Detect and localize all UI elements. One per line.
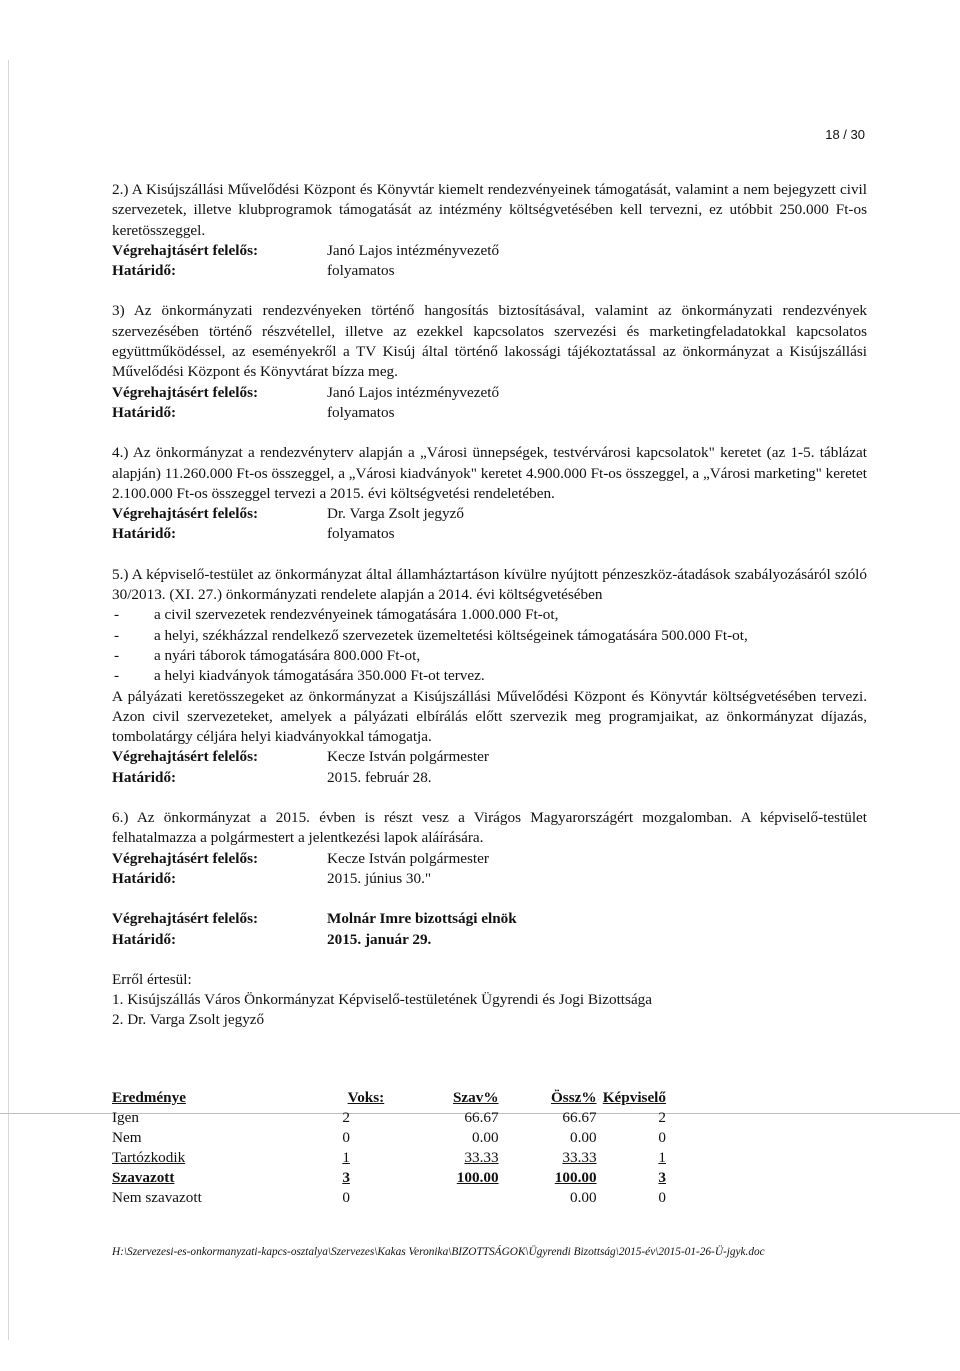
table-cell: 3 xyxy=(342,1169,350,1186)
support-list xyxy=(112,605,867,686)
table-row xyxy=(112,1128,672,1148)
responsible-label: Végrehajtásért felelős: xyxy=(112,383,259,401)
document-body xyxy=(112,180,867,1031)
table-cell: 0 xyxy=(658,1189,666,1206)
notify-item: 2. Dr. Varga Zsolt jegyző xyxy=(112,1011,265,1029)
table-row xyxy=(112,1148,672,1168)
table-row xyxy=(112,1168,672,1188)
deadline-value: 2015. február 28. xyxy=(327,768,432,786)
table-cell: Szavazott xyxy=(112,1169,175,1186)
table-cell: 1 xyxy=(658,1149,666,1166)
responsible-value: Janó Lajos intézményvezető xyxy=(327,383,500,401)
table-cell: 0.00 xyxy=(471,1129,499,1146)
deadline-value: folyamatos xyxy=(327,262,395,280)
vote-table xyxy=(112,1088,672,1208)
paragraph-3: 3) Az önkormányzati rendezvényeken történő hangosítás biztosításával, valamint az önkormányzati rendezvények szervezésében történő részvétellel, illetve az ezekkel kapcsolatos szervezési és marketingfeladatokkal kapcsolatos együttműködéssel, az eseményekről a TV Kisúj által történő lakossági tájékoztatással az önkormányzat a Kisújszállási Művelődési Központ és Könyvtárat bízza meg. xyxy=(112,302,867,381)
responsible-row xyxy=(112,747,867,767)
responsible-row xyxy=(112,504,867,524)
list-item: - a helyi, székházzal rendelkező szervezetek üzemeltetési költségeinek támogatására 500.000 Ft-ot, xyxy=(114,626,748,644)
deadline-row xyxy=(112,524,867,544)
deadline-value: folyamatos xyxy=(327,525,395,543)
paragraph-4: 4.) Az önkormányzat a rendezvényterv alapján a „Városi ünnepségek, testvérvárosi kapcsolatok" keretet (az 1-5. táblázat alapján) 11.260.000 Ft-os összeggel, a „Városi kiadványok" keretet 4.900.000 Ft-os összeggel, a „Városi marketing" keretet 2.100.000 Ft-os összeggel tervezi a 2015. évi költségvetési rendeletében. xyxy=(112,444,867,502)
table-cell: 2 xyxy=(342,1109,350,1126)
table-cell: 0 xyxy=(342,1129,350,1146)
list-item: - a helyi kiadványok támogatására 350.000 Ft-ot tervez. xyxy=(114,667,485,685)
table-row xyxy=(112,1188,672,1208)
table-cell: Igen xyxy=(112,1109,139,1126)
responsible-row xyxy=(112,383,867,403)
deadline-label: Határidő: xyxy=(112,869,177,887)
table-cell: 33.33 xyxy=(464,1149,499,1166)
deadline-label: Határidő: xyxy=(112,525,177,543)
final-responsible-row xyxy=(112,909,867,929)
table-cell: 0 xyxy=(342,1189,350,1206)
table-cell: Nem szavazott xyxy=(112,1189,202,1206)
responsible-label: Végrehajtásért felelős: xyxy=(112,748,259,766)
column-header: Össz% xyxy=(550,1089,597,1106)
responsible-label: Végrehajtásért felelős: xyxy=(112,910,259,928)
paragraph-5-rest: A pályázati keretösszegeket az önkormányzat a Kisújszállási Művelődési Központ és Könyvtár költségvetésében tervezi. Azon civil szervezeteket, amelyek a pályázati elbírálás előtt szervezik meg programjaikat, az önkormányzat díjazás, tombolatárgy céljára helyi kiadványokkal támogatja. xyxy=(112,687,867,746)
table-cell: Tartózkodik xyxy=(112,1149,186,1166)
paragraph-2: 2.) A Kisújszállási Művelődési Központ és Könyvtár kiemelt rendezvényeinek támogatását, valamint a nem bejegyzett civil szervezetek, illetve klubprogramok támogatását az intézmény költségvetésében kell tervezni, ez utóbbit 250.000 Ft-os keretösszeggel. xyxy=(112,181,867,239)
deadline-value: 2015. január 29. xyxy=(327,930,432,948)
notify-item: 1. Kisújszállás Város Önkormányzat Képviselő-testületének Ügyrendi és Jogi Bizottsága xyxy=(112,991,653,1009)
notify-title: Erről értesül: xyxy=(112,970,192,988)
deadline-value: 2015. június 30." xyxy=(327,869,432,887)
list-item: - a civil szervezetek rendezvényeinek támogatására 1.000.000 Ft-ot, xyxy=(114,606,559,624)
table-cell: 33.33 xyxy=(562,1149,597,1166)
responsible-row xyxy=(112,849,867,869)
deadline-row xyxy=(112,869,867,889)
table-cell xyxy=(384,1188,498,1208)
final-deadline-row xyxy=(112,930,867,950)
deadline-label: Határidő: xyxy=(112,262,177,280)
column-header: Voks: xyxy=(347,1089,385,1106)
table-cell: 100.00 xyxy=(554,1169,597,1186)
deadline-label: Határidő: xyxy=(112,768,177,786)
table-cell: 0.00 xyxy=(569,1129,597,1146)
deadline-row xyxy=(112,261,867,281)
deadline-label: Határidő: xyxy=(112,403,177,421)
deadline-value: folyamatos xyxy=(327,403,395,421)
column-header: Szav% xyxy=(452,1089,499,1106)
column-header: Eredménye xyxy=(112,1089,186,1106)
list-item: - a nyári táborok támogatására 800.000 Ft-ot, xyxy=(114,646,421,664)
responsible-value: Kecze István polgármester xyxy=(327,748,489,766)
responsible-value: Molnár Imre bizottsági elnök xyxy=(327,910,517,928)
column-header: Képviselő xyxy=(602,1089,666,1106)
table-cell: 66.67 xyxy=(464,1109,499,1126)
table-cell: 3 xyxy=(658,1169,666,1186)
page-number: 18 / 30 xyxy=(825,127,865,142)
footer-file-path: H:\Szervezesi-es-onkormanyzati-kapcs-osztalya\Szervezes\Kakas Veronika\BIZOTTSÁGOK\Ügyrendi Bizottság\2015-év\2015-01-26-Ü-jgyk.doc xyxy=(112,1246,765,1258)
table-cell: Nem xyxy=(112,1129,142,1146)
responsible-label: Végrehajtásért felelős: xyxy=(112,241,259,259)
deadline-row xyxy=(112,403,867,423)
paragraph-6: 6.) Az önkormányzat a 2015. évben is részt vesz a Virágos Magyarországért mozgalomban. A képviselő-testület felhatalmazza a polgármestert a jelentkezési lapok aláírására. xyxy=(112,809,867,847)
paragraph-5-intro: 5.) A képviselő-testület az önkormányzat által államháztartáson kívülre nyújtott pénzeszköz-átadások szabályozásáról szóló 30/2013. (XI. 27.) önkormányzati rendelete alapján a 2014. évi költségvetésében xyxy=(112,565,867,604)
responsible-value: Dr. Varga Zsolt jegyző xyxy=(327,505,464,523)
responsible-label: Végrehajtásért felelős: xyxy=(112,505,259,523)
responsible-value: Janó Lajos intézményvezető xyxy=(327,241,500,259)
table-cell: 0 xyxy=(658,1129,666,1146)
deadline-row xyxy=(112,768,867,788)
responsible-label: Végrehajtásért felelős: xyxy=(112,849,259,867)
table-header-row xyxy=(112,1088,672,1108)
table-cell: 66.67 xyxy=(562,1109,597,1126)
deadline-label: Határidő: xyxy=(112,930,177,948)
scan-edge xyxy=(8,60,9,1340)
table-row xyxy=(112,1108,672,1128)
table-cell: 0.00 xyxy=(569,1189,597,1206)
table-cell: 2 xyxy=(658,1109,666,1126)
responsible-value: Kecze István polgármester xyxy=(327,849,489,867)
table-cell: 1 xyxy=(342,1149,350,1166)
table-cell: 100.00 xyxy=(456,1169,499,1186)
responsible-row xyxy=(112,241,867,261)
